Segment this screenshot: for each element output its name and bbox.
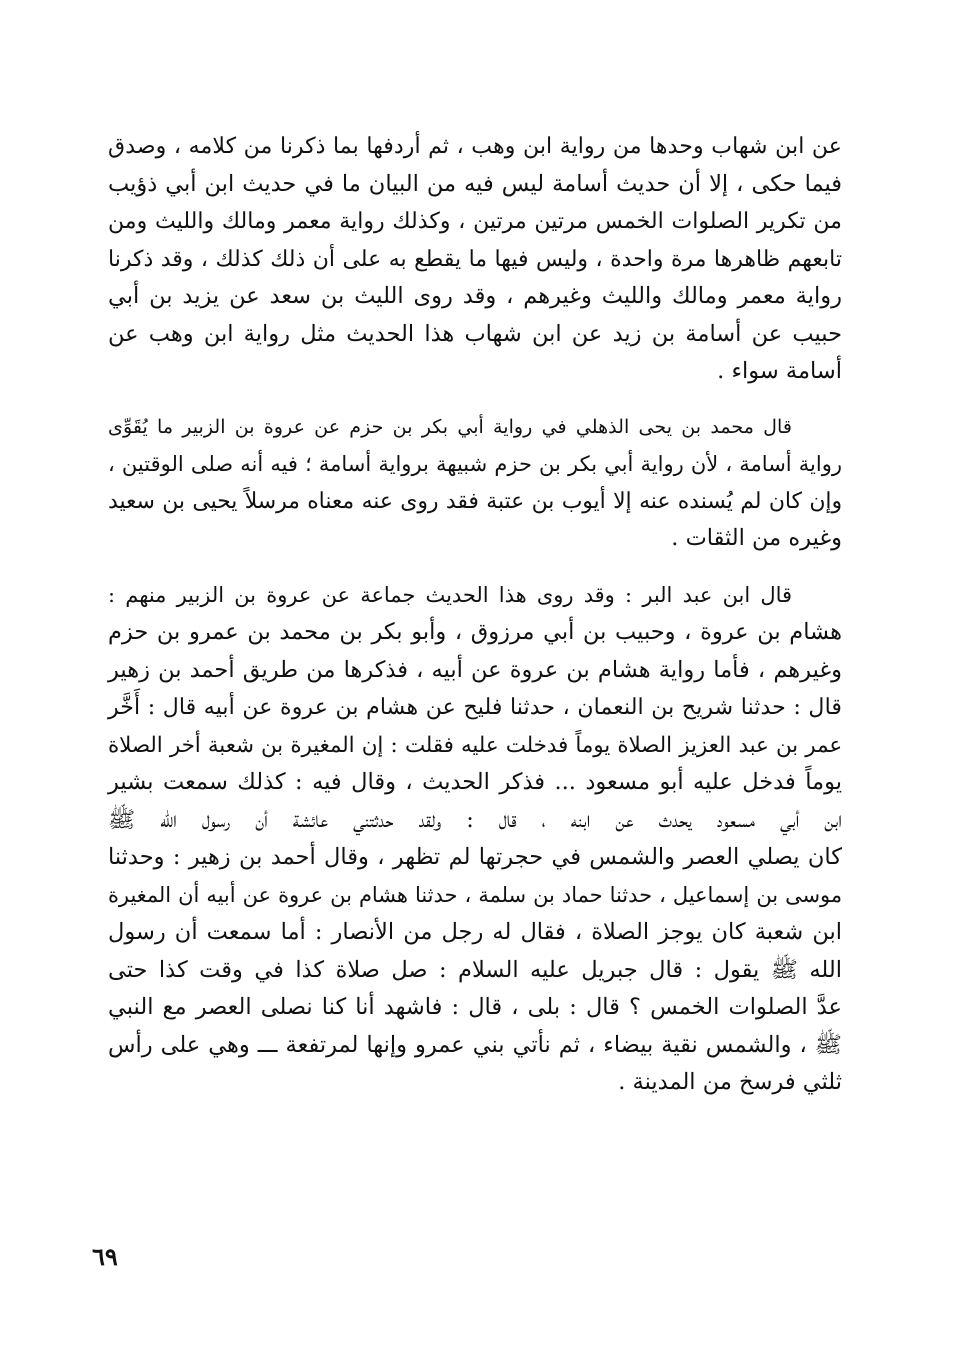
text-line: وإن كان لم يُسنده عنه إلا أيوب بن عتبة فقد روى عنه معناه مرسلاً يحيى بن سعيد bbox=[108, 488, 842, 514]
text-line: تابعهم ظاهرها مرة واحدة ، وليس فيها ما يقطع به على أن ذلك كذلك ، وقد ذكرنا bbox=[108, 246, 842, 272]
text-line: ثلثي فرسخ من المدينة . bbox=[618, 1069, 842, 1095]
text-line: هشام بن عروة ، وحبيب بن أبي مرزوق ، وأبو بكر بن محمد بن عمرو بن حزم bbox=[108, 619, 842, 645]
text-line: يوماً فدخل عليه أبو مسعود ... فذكر الحديث ، وقال فيه : كذلك سمعت بشير bbox=[108, 769, 842, 795]
page-number: ٦٩ bbox=[92, 1242, 118, 1271]
text-line: ﷺ ، والشمس نقية بيضاء ، ثم نأتي بني عمرو وإنها لمرتفعة ـــ وهي على رأس bbox=[108, 1031, 842, 1058]
text-line: قال محمد بن يحى الذهلي في رواية أبي بكر بن حزم عن عروة بن الزبير ما يُقَوِّى bbox=[108, 414, 792, 438]
text-line: وغيره من الثقات . bbox=[671, 525, 842, 551]
text-line: رواية معمر ومالك والليث وغيرهم ، وقد روى الليث بن سعد عن يزيد بن أبي bbox=[108, 283, 842, 309]
text-line: قال : حدثنا شريح بن النعمان ، حدثنا فليح عن هشام بن عروة عن أبيه قال : أَخَّر bbox=[108, 694, 842, 720]
text-line: ابن أبي مسعود يحدث عن ابنه ، قال : ولقد حدثتني عائشة أن رسول الله ﷺ bbox=[108, 806, 842, 833]
text-line: من تكرير الصلوات الخمس مرتين مرتين ، وكذلك رواية معمر ومالك والليث ومن bbox=[108, 208, 842, 234]
text-line: الله ﷺ يقول : قال جبريل عليه السلام : صل صلاة كذا في وقت كذا حتى bbox=[108, 956, 842, 983]
text-line: موسى بن إسماعيل ، حدثنا حماد بن سلمة ، حدثنا هشام بن عروة عن أبيه أن المغيرة bbox=[108, 882, 842, 907]
text-line: رواية أسامة ، لأن رواية أبي بكر بن حزم شبيهة برواية أسامة ؛ فيه أنه صلى الوقتين ، bbox=[108, 451, 842, 476]
paragraph-1 bbox=[108, 128, 842, 391]
page-body bbox=[108, 128, 842, 1102]
paragraph-3 bbox=[108, 577, 842, 1102]
text-line: عدَّ الصلوات الخمس ؟ قال : بلى ، قال : فاشهد أنا كنا نصلى العصر مع النبي bbox=[108, 994, 842, 1020]
text-line: قال ابن عبد البر : وقد روى هذا الحديث جماعة عن عروة بن الزبير منهم : bbox=[108, 582, 792, 607]
text-line: ابن شعبة كان يوجز الصلاة ، فقال له رجل من الأنصار : أما سمعت أن رسول bbox=[108, 919, 842, 945]
text-line: وغيرهم ، فأما رواية هشام بن عروة عن أبيه ، فذكرها من طريق أحمد بن زهير bbox=[108, 656, 842, 683]
paragraph-2 bbox=[108, 408, 842, 558]
text-line: فيما حكى ، إلا أن حديث أسامة ليس فيه من البيان ما في حديث ابن أبي ذؤيب bbox=[108, 170, 842, 197]
text-line: عمر بن عبد العزيز الصلاة يوماً فدخلت عليه فقلت : إن المغيرة بن شعبة أخر الصلاة bbox=[108, 732, 842, 758]
text-line: حبيب عن أسامة بن زيد عن ابن شهاب هذا الحديث مثل رواية ابن وهب عن bbox=[108, 320, 842, 347]
text-line: كان يصلي العصر والشمس في حجرتها لم تظهر ، وقال أحمد بن زهير : وحدثنا bbox=[108, 844, 842, 870]
text-line: أسامة سواء . bbox=[717, 358, 842, 384]
text-line: عن ابن شهاب وحدها من رواية ابن وهب ، ثم أردفها بما ذكرنا من كلامه ، وصدق bbox=[108, 133, 842, 159]
